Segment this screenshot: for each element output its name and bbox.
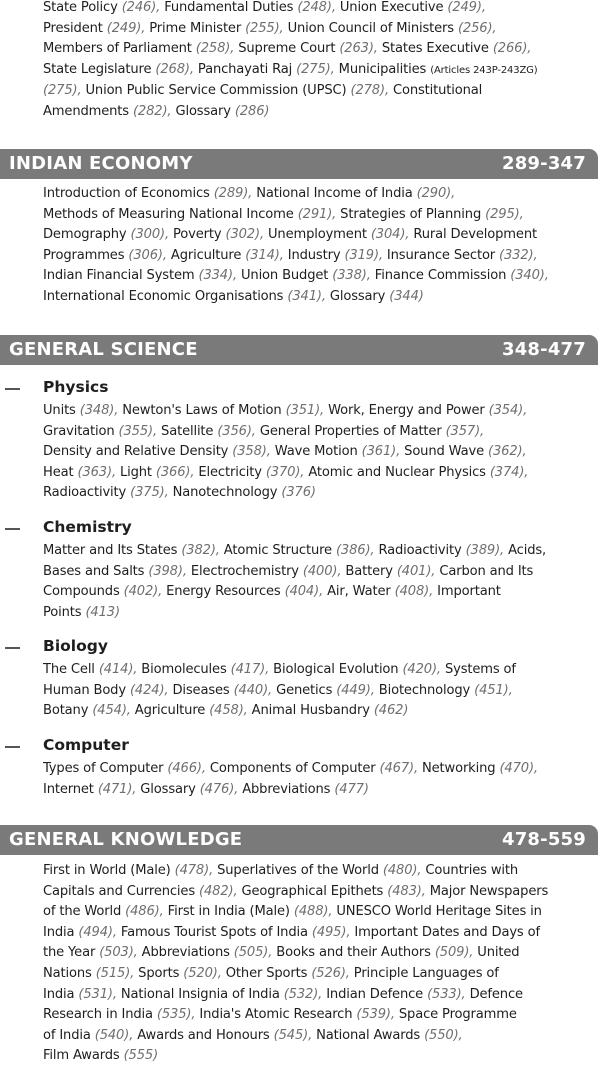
page-number: (354), (488, 403, 528, 418)
indian-economy-entries (43, 184, 591, 308)
topic-line (43, 246, 591, 267)
page-number: (509), (434, 945, 474, 961)
topic-text: National Insignia of India (116, 986, 284, 1002)
topic-line (43, 541, 591, 562)
topic-text: First in World (Male) (43, 863, 175, 878)
section-page-range: 478-559 (501, 829, 586, 850)
topic-line (43, 1005, 591, 1026)
page-number: (382), (181, 543, 220, 558)
topic-text: of India (43, 1027, 95, 1043)
page-number: (486), (125, 904, 164, 920)
topic-text: Finance Commission (370, 268, 511, 284)
topic-line (43, 964, 591, 985)
section-page-range: 348-477 (501, 339, 586, 360)
page-number: (291), (297, 206, 337, 222)
page-number: (370), (265, 464, 305, 480)
page-number: (361), (361, 444, 401, 460)
page-number: (266), (492, 41, 532, 57)
topic-text: Networking (417, 761, 500, 776)
topic-line (43, 562, 591, 583)
topic-line (43, 985, 591, 1006)
page-number: (470), (499, 761, 538, 776)
topic-text: Countries with (421, 863, 519, 878)
topic-line (43, 701, 591, 722)
topic-text: Other Sports (221, 965, 312, 981)
polity-continued-entries (43, 0, 591, 123)
page-number: (482), (199, 883, 238, 899)
topic-text: Indian Financial System (43, 268, 199, 284)
topic-line (43, 882, 591, 903)
page-number: (526), (311, 965, 350, 981)
topic-text: General Properties of Matter (255, 423, 446, 439)
topic-text: Genetics (272, 682, 337, 698)
page-number: (290), (416, 186, 456, 201)
topic-text: The Cell (43, 662, 99, 677)
topic-text: Acids, (504, 543, 547, 558)
topic-text: Defence (465, 986, 523, 1002)
topic-text: Amendments (43, 103, 133, 119)
topic-text: Biomolecules (137, 662, 231, 677)
topic-text: Glossary (325, 288, 390, 304)
page-number: (532), (283, 986, 323, 1002)
page-number: (300), (130, 227, 169, 243)
topic-text: Radioactivity (374, 543, 466, 558)
page-number: (366), (155, 464, 195, 480)
topic-text: Film Awards (43, 1048, 124, 1064)
topic-text: Important Dates and Days of (350, 924, 540, 940)
page-number: (408), (394, 584, 434, 600)
topic-line (43, 442, 591, 463)
page-number: (398), (148, 563, 187, 579)
general-knowledge-entries (43, 861, 591, 1067)
topic-text: Human Body (43, 682, 130, 698)
topic-text: President (43, 20, 107, 36)
page-number: (389), (465, 543, 505, 558)
page-number: (282), (132, 103, 172, 119)
subsection-heading: Computer (43, 736, 129, 754)
topic-text: Introduction of Economics (43, 186, 214, 201)
topic-text: Abbreviations (137, 945, 234, 961)
page-number: (478), (174, 863, 214, 878)
topic-text: Sports (134, 965, 184, 981)
section-page-range: 289-347 (501, 153, 586, 174)
topic-text: Union Public Service Commission (UPSC) (81, 83, 351, 99)
page-number: (400), (302, 563, 342, 579)
topic-text: Glossary (136, 781, 200, 797)
topic-text: Poverty (168, 227, 226, 243)
page-number: (466), (167, 761, 206, 776)
topic-text: Systems of (440, 662, 516, 677)
page-number: (458), (209, 703, 248, 719)
page-number: (503), (99, 945, 138, 961)
page-number: (338), (332, 268, 371, 284)
topic-text: Municipalities (334, 61, 431, 77)
page-number: (402), (123, 584, 163, 600)
dash-bullet (5, 528, 20, 530)
topic-line (43, 681, 591, 702)
topic-text: Nanotechnology (168, 485, 282, 501)
topic-text: Programmes (43, 247, 129, 263)
page-number: (289), (213, 186, 253, 201)
topic-text: Internet (43, 781, 98, 797)
page-number: (488), (293, 904, 333, 920)
page-number: (539), (356, 1007, 395, 1023)
page-number: (351), (285, 403, 325, 418)
topic-text: Panchayati Raj (193, 61, 297, 77)
page-number: (449), (336, 682, 375, 698)
topic-text: State Policy (43, 0, 122, 15)
page-number: (467), (379, 761, 418, 776)
topic-line (43, 1046, 591, 1067)
physics-entries (43, 401, 591, 504)
topic-text: Sound Wave (400, 444, 488, 460)
topic-text: Density and Relative Density (43, 444, 233, 460)
topic-line (43, 483, 591, 504)
subsection-heading: Chemistry (43, 518, 132, 536)
page-number: (374), (489, 464, 529, 480)
topic-line (43, 205, 591, 226)
topic-text: Unemployment (263, 227, 371, 243)
topic-line (43, 184, 591, 205)
page-number: (334), (198, 268, 237, 284)
page-number: (248), (297, 0, 336, 15)
page-number: (477) (334, 781, 369, 797)
topic-text: National Awards (312, 1027, 425, 1043)
page-number: (348), (79, 403, 119, 418)
topic-text: Agriculture (130, 703, 210, 719)
topic-line (43, 60, 591, 82)
page-number: (256), (457, 20, 497, 36)
topic-text: Rural Development (409, 227, 537, 243)
page-number: (494), (78, 924, 117, 940)
topic-text: Nations (43, 965, 96, 981)
page-number: (249), (106, 20, 146, 36)
topic-text: Botany (43, 703, 93, 719)
topic-line (43, 102, 591, 123)
topic-text: India (43, 986, 79, 1002)
topic-text: Wave Motion (270, 444, 362, 460)
topic-text: Biological Evolution (269, 662, 403, 677)
page-number: (355), (118, 423, 158, 439)
page-number: (386), (335, 543, 375, 558)
topic-line (43, 603, 591, 624)
topic-text: Matter and Its States (43, 543, 182, 558)
topic-text: Superlatives of the World (213, 863, 383, 878)
topic-text: Prime Minister (145, 20, 246, 36)
topic-text: Awards and Honours (133, 1027, 274, 1043)
topic-text: Electricity (194, 464, 266, 480)
page-number: (462) (373, 703, 409, 719)
page-number: (401), (396, 563, 436, 579)
dash-bullet (5, 647, 20, 649)
section-header-indian-economy (0, 149, 598, 179)
page-number: (505), (233, 945, 273, 961)
topic-line (43, 266, 591, 287)
topic-line (43, 0, 591, 19)
topic-line (43, 225, 591, 246)
page-number: (520), (183, 965, 222, 981)
topic-text: of the World (43, 904, 126, 920)
topic-text: Methods of Measuring National Income (43, 206, 298, 222)
dash-bullet (5, 746, 20, 748)
page-number: (258), (195, 41, 235, 57)
page-number: (545), (273, 1027, 313, 1043)
page-number: (304), (370, 227, 410, 243)
page-number: (515), (95, 965, 135, 981)
topic-text: Principle Languages of (349, 965, 499, 981)
topic-text: Radioactivity (43, 485, 131, 501)
topic-text: Members of Parliament (43, 41, 196, 57)
topic-line (43, 660, 591, 681)
topic-line (43, 1026, 591, 1047)
topic-text: Satellite (157, 423, 218, 439)
topic-text: Biotechnology (374, 682, 475, 698)
topic-text: Newton's Laws of Motion (118, 403, 286, 418)
topic-line (43, 943, 591, 964)
page-number: (404), (284, 584, 324, 600)
topic-text: Units (43, 403, 80, 418)
topic-line (43, 780, 591, 801)
topic-text: Glossary (171, 103, 235, 119)
section-title: INDIAN ECONOMY (9, 153, 193, 174)
topic-text: Fundamental Duties (160, 0, 298, 15)
topic-text: Union Executive (335, 0, 448, 15)
page-number: (275), (296, 61, 335, 77)
topic-text: Strategies of Planning (336, 206, 486, 222)
topic-text: Indian Defence (322, 986, 428, 1002)
topic-text: Constitutional (388, 83, 483, 99)
topic-text: Major Newspapers (425, 883, 549, 899)
topic-text: Battery (341, 563, 397, 579)
topic-text: Insurance Sector (382, 247, 500, 263)
section-title: GENERAL KNOWLEDGE (9, 829, 243, 850)
page-number: (362), (488, 444, 527, 460)
topic-text: Union Budget (236, 268, 333, 284)
topic-text: Points (43, 604, 86, 620)
page-number: (454), (92, 703, 131, 719)
topic-line (43, 19, 591, 40)
topic-line (43, 861, 591, 882)
topic-text: Supreme Court (234, 41, 340, 57)
topic-text: Diseases (168, 682, 234, 698)
page-number: (533), (427, 986, 466, 1002)
page-number: (476), (199, 781, 239, 797)
topic-text: Components of Computer (205, 761, 380, 776)
biology-entries (43, 660, 591, 722)
topic-text: Electrochemistry (186, 563, 303, 579)
topic-text: Abbreviations (238, 781, 335, 797)
topic-line (43, 81, 591, 102)
page-number: (340), (510, 268, 549, 284)
topic-line (43, 463, 591, 484)
topic-text: Industry (283, 247, 345, 263)
subsection-heading: Physics (43, 378, 109, 396)
topic-line (43, 923, 591, 944)
topic-text: Research in India (43, 1007, 157, 1023)
page-number: (306), (128, 247, 167, 263)
section-header-general-knowledge (0, 825, 598, 855)
topic-text: Energy Resources (162, 584, 285, 600)
topic-line (43, 287, 591, 308)
topic-text: Atomic and Nuclear Physics (304, 464, 490, 480)
page-number: (555) (123, 1048, 159, 1064)
page-number: (375), (130, 485, 169, 501)
topic-text: Compounds (43, 584, 124, 600)
topic-text: Geographical Epithets (237, 883, 388, 899)
topic-text: Famous Tourist Spots of India (116, 924, 312, 940)
topic-text: States Executive (377, 41, 493, 57)
page-number: (263), (339, 41, 378, 57)
page-number: (451), (474, 682, 513, 698)
topic-text: State Legislature (43, 61, 156, 77)
page-number: (356), (217, 423, 256, 439)
topic-text: Books and their Authors (272, 945, 435, 961)
topic-text: Heat (43, 464, 78, 480)
topic-line (43, 902, 591, 923)
page-number: (278), (350, 83, 389, 99)
topic-text: Union Council of Ministers (283, 20, 458, 36)
dash-bullet (5, 388, 20, 390)
page-number: (535), (156, 1007, 196, 1023)
topic-text: Demography (43, 227, 131, 243)
topic-text: Types of Computer (43, 761, 168, 776)
page-number: (357), (445, 423, 485, 439)
section-header-general-science (0, 335, 598, 365)
page-number: (341), (287, 288, 326, 304)
page-number: (480), (382, 863, 422, 878)
page-number: (483), (387, 883, 426, 899)
page-number: (246), (121, 0, 161, 15)
page-number: (275), (43, 83, 82, 99)
topic-text: International Economic Organisations (43, 288, 288, 304)
page-number: (295), (485, 206, 524, 222)
topic-line (43, 582, 591, 603)
chemistry-entries (43, 541, 591, 623)
page-number: (495), (311, 924, 351, 940)
computer-entries (43, 759, 591, 800)
page-number: (344) (389, 288, 424, 304)
page-number: (440), (233, 682, 273, 698)
topic-line (43, 39, 591, 60)
page-number: (255), (245, 20, 284, 36)
topic-text: Space Programme (394, 1007, 517, 1023)
page-number: (314), (245, 247, 284, 263)
topic-text: Carbon and Its (435, 563, 534, 579)
page-number: (417), (230, 662, 270, 677)
page-number: (550), (424, 1027, 463, 1043)
subsection-heading: Biology (43, 637, 108, 655)
topic-text: Animal Husbandry (247, 703, 374, 719)
topic-text: Atomic Structure (219, 543, 336, 558)
topic-text: Gravitation (43, 423, 119, 439)
article-note: (Articles 243P-243ZG) (430, 64, 538, 76)
page-number: (471), (97, 781, 137, 797)
topic-text: United (473, 945, 520, 961)
topic-text: Agriculture (166, 247, 246, 263)
page-number: (414), (98, 662, 138, 677)
page-number: (424), (129, 682, 169, 698)
page-number: (531), (78, 986, 117, 1002)
page-number: (302), (225, 227, 264, 243)
section-title: GENERAL SCIENCE (9, 339, 198, 360)
page-number: (376) (281, 485, 316, 501)
topic-text: Important (433, 584, 501, 600)
page-number: (358), (232, 444, 271, 460)
page-number: (363), (77, 464, 116, 480)
page-number: (249), (447, 0, 486, 15)
topic-text: Bases and Salts (43, 563, 149, 579)
topic-text: First in India (Male) (163, 904, 294, 920)
topic-line (43, 759, 591, 780)
topic-text: Air, Water (323, 584, 395, 600)
topic-text: Light (115, 464, 156, 480)
topic-text: Work, Energy and Power (324, 403, 489, 418)
page-number: (413) (85, 604, 120, 620)
page-number: (540), (94, 1027, 134, 1043)
topic-text: India's Atomic Research (195, 1007, 357, 1023)
page-number: (268), (155, 61, 194, 77)
page-number: (286) (234, 103, 270, 119)
topic-text: Capitals and Currencies (43, 883, 200, 899)
topic-text: National Income of India (252, 186, 417, 201)
topic-line (43, 401, 591, 422)
page-number: (420), (402, 662, 441, 677)
topic-text: the Year (43, 945, 100, 961)
topic-line (43, 422, 591, 443)
topic-text: India (43, 924, 79, 940)
page-number: (332), (499, 247, 538, 263)
page-number: (319), (344, 247, 383, 263)
topic-text: UNESCO World Heritage Sites in (332, 904, 542, 920)
